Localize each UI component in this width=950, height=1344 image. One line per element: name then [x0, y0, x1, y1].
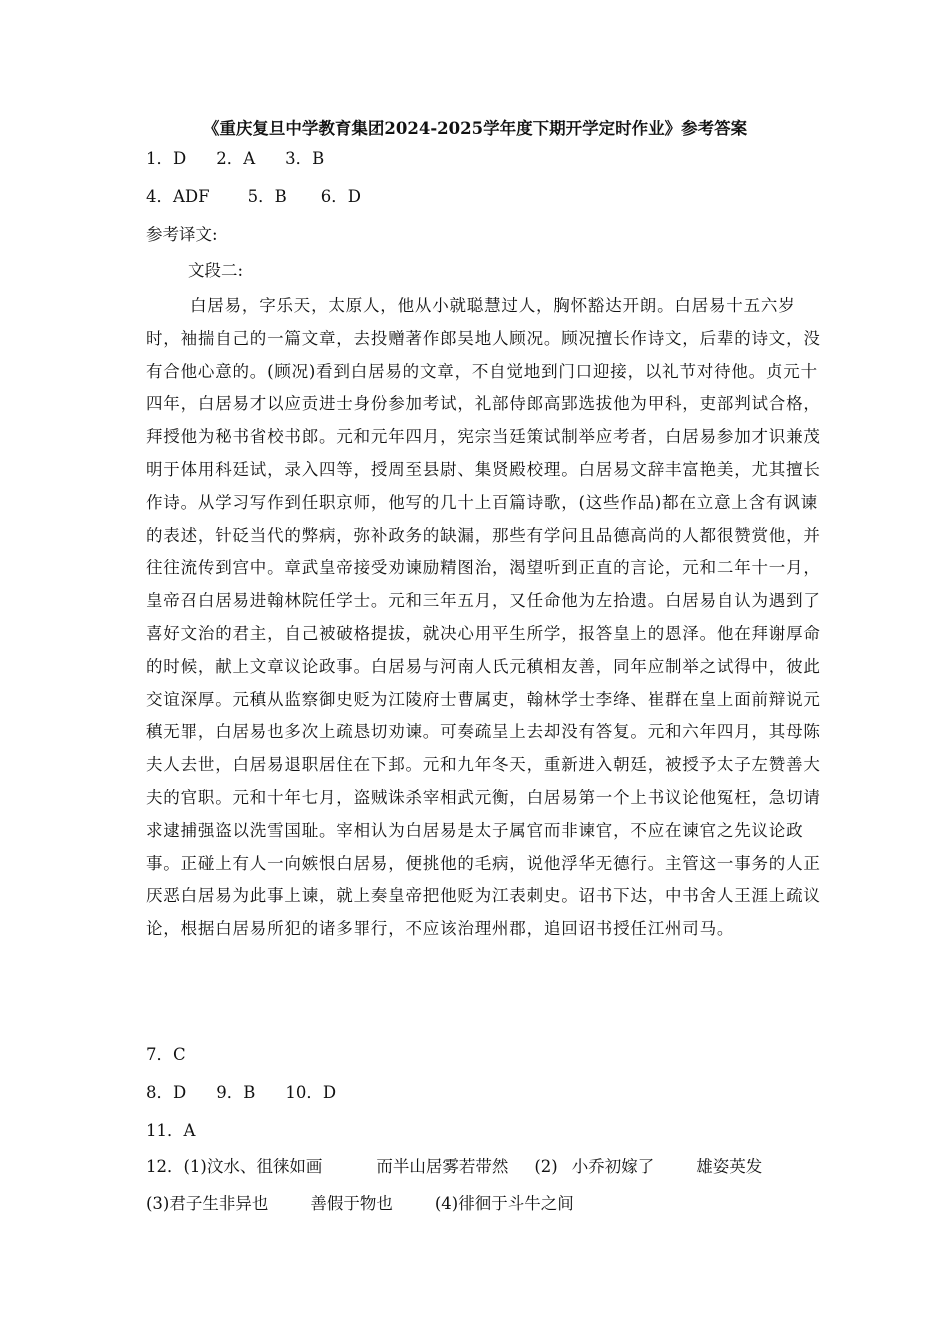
answer-12-2a: 小乔初嫁了: [571, 1157, 655, 1176]
passage-line: 白居易，字乐天，太原人，他从小就聪慧过人，胸怀豁达开朗。白居易十五六岁: [190, 296, 796, 315]
passage-line: 明于体用科廷试，录入四等，授周至县尉、集贤殿校理。白居易文辞丰富艳美，尤其擅长: [146, 459, 821, 479]
answer-12-line-1: [146, 1156, 762, 1178]
passage-line: 往往流传到宫中。章武皇帝接受劝谏励精图治，渴望听到正直的言论，元和二年十一月，: [146, 558, 821, 578]
answer-3: 3．B: [285, 149, 325, 168]
passage-line: 皇帝召白居易进翰林院任学士。元和三年五月，又任命他为左拾遗。白居易自认为遇到了: [146, 591, 821, 611]
passage-line: 夫的官职。元和十年七月，盗贼诛杀宰相武元衡，白居易第一个上书议论他冤枉，急切请: [146, 787, 821, 807]
translation-label: 参考译文:: [146, 225, 218, 244]
passage-line: 喜好文治的君主，自己被破格提拔，就决心用平生所学，报答皇上的恩泽。他在拜谢厚命: [146, 623, 821, 643]
answer-12-1b: 而半山居雾若带然: [376, 1157, 509, 1176]
section-label: 文段二:: [188, 261, 244, 280]
answer-1: 1．D: [146, 149, 187, 168]
passage-line: 稹无罪，白居易也多次上疏恳切劝谏。可奏疏呈上去却没有答复。元和六年四月，其母陈: [146, 722, 821, 742]
answer-12-2-label: (2): [534, 1157, 558, 1176]
answer-12-2b: 雄姿英发: [696, 1157, 763, 1176]
passage-line: 夫人去世，白居易退职居住在下邽。元和九年冬天，重新进入朝廷，被授予太子左赞善大: [146, 755, 821, 775]
document-title: 《重庆复旦中学教育集团2024-2025学年度下期开学定时作业》参考答案: [202, 119, 748, 138]
answers-row-4: [146, 1082, 336, 1104]
answers-row-2: [146, 186, 361, 208]
answer-11: 11．A: [146, 1121, 196, 1140]
passage-line: 事。正碰上有人一向嫉恨白居易，便挑他的毛病，说他浮华无德行。主管这一事务的人正: [146, 853, 821, 873]
passage-line: 交谊深厚。元稹从监察御史贬为江陵府士曹属吏，翰林学士李绛、崔群在皇上面前辩说元: [146, 689, 821, 709]
answer-10: 10．D: [285, 1083, 337, 1102]
passage-line: 厌恶白居易为此事上谏，就上奏皇帝把他贬为江表刺史。诏书下达，中书舍人王涯上疏议: [146, 886, 821, 906]
passage-line: 论，根据白居易所犯的诸多罪行，不应该治理州郡，追回诏书授任江州司马。: [146, 919, 735, 939]
passage-line: 作诗。从学习写作到任职京师，他写的几十上百篇诗歌，(这些作品)都在立意上含有讽谏: [146, 492, 818, 512]
answer-12-3b: 善假于物也: [310, 1194, 393, 1213]
translation-passage: [146, 290, 821, 946]
answer-9: 9．B: [216, 1083, 256, 1102]
passage-line: 有合他心意的。(顾况)看到白居易的文章，不自觉地到门口迎接，以礼节对待他。贞元十: [146, 361, 818, 381]
passage-line: 的表述，针砭当代的弊病，弥补政务的缺漏，那些有学问且品德高尚的人都很赞赏他，并: [146, 525, 821, 545]
answer-12-3a: (3)君子生非异也: [146, 1194, 269, 1213]
answer-12-1a: 12．(1)汶水、徂徕如画: [146, 1157, 323, 1176]
answer-12-line-2: [146, 1193, 574, 1215]
passage-line: 四年，白居易才以应贡进士身份参加考试，礼部侍郎高郢选拔他为甲科，吏部判试合格，: [146, 394, 821, 414]
answer-6: 6．D: [320, 187, 361, 206]
answer-7: 7．C: [146, 1045, 186, 1064]
answer-8: 8．D: [146, 1083, 187, 1102]
answer-5: 5．B: [247, 187, 287, 206]
passage-line: 求逮捕强盗以洗雪国耻。宰相认为白居易是太子属官而非谏官，不应在谏官之先议论政: [146, 820, 804, 840]
passage-line: 的时候，献上文章议论政事。白居易与河南人氏元稹相友善，同年应制举之试得中，彼此: [146, 656, 821, 676]
answer-12-4: (4)徘徊于斗牛之间: [434, 1194, 574, 1213]
answers-row-1: [146, 148, 324, 170]
answer-2: 2．A: [216, 149, 256, 168]
passage-line: 时，袖揣自己的一篇文章，去投赠著作郎吴地人顾况。顾况擅长作诗文，后辈的诗文，没: [146, 328, 821, 348]
passage-line: 拜授他为秘书省校书郎。元和元年四月，宪宗当廷策试制举应考者，白居易参加才识兼茂: [146, 427, 821, 447]
answer-4: 4．ADF: [146, 187, 210, 206]
